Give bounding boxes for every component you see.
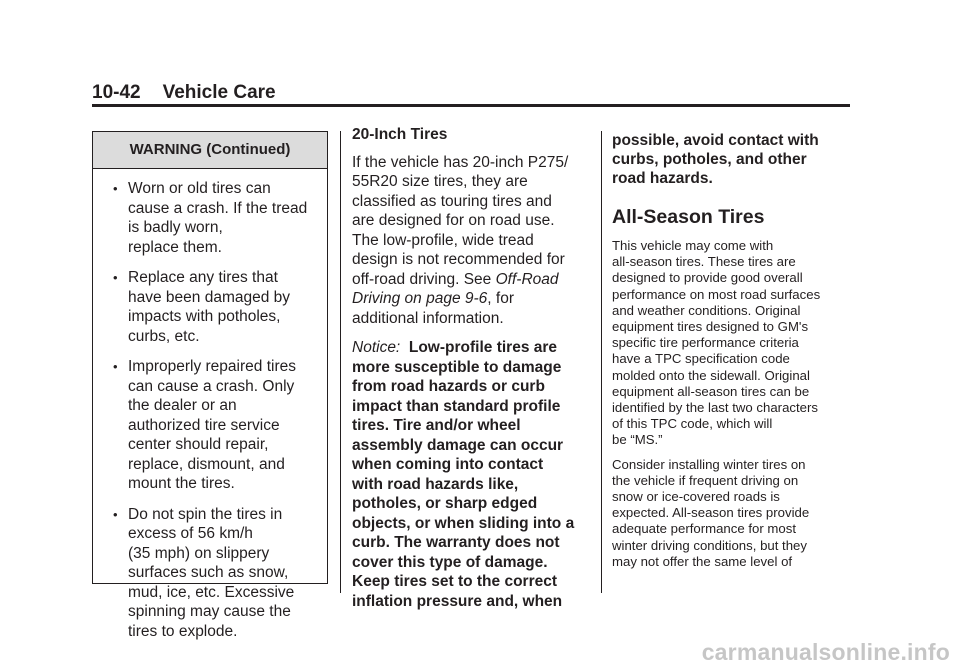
warning-item-text: Improperly repaired tires can cause a crash. Only the dealer or an authorized tire service center should repair, replace, dismount, and mount the tires.	[128, 358, 296, 492]
watermark: carmanualsonline.info	[701, 639, 950, 665]
warning-item-text: Do not spin the tires in excess of 56 km/h (35 mph) on slippery surfaces such as snow, mud, ice, etc. Excessive spinning may cause the tires to explode.	[128, 505, 295, 640]
warning-box	[92, 131, 328, 640]
off-road-driving-link[interactable]: Off-Road Driving on page 9-6	[352, 270, 559, 307]
tires-paragraph	[352, 153, 592, 329]
warning-list	[93, 169, 327, 641]
right-column	[612, 131, 852, 578]
notice-paragraph	[352, 338, 592, 611]
all-season-paragraph-2: Consider installing winter tires on the vehicle if frequent driving on snow or ice-covered roads is expected. All-season tires provide adequate performance for most winter driving conditions, but they may not offer the same level of	[612, 456, 810, 569]
header-rule	[92, 104, 850, 107]
warning-item	[93, 179, 327, 257]
warning-item-text: Replace any tires that have been damaged by impacts with potholes, curbs, etc.	[128, 269, 291, 345]
section-title: Vehicle Care	[162, 82, 276, 103]
all-season-tires-heading: All-Season Tires	[612, 206, 765, 228]
notice-continued: possible, avoid contact with curbs, potholes, and other road hazards.	[612, 132, 819, 187]
column-divider	[601, 131, 602, 593]
warning-item	[93, 357, 327, 494]
page-number: 10-42	[92, 82, 141, 103]
column-divider	[340, 131, 341, 593]
page-header	[92, 82, 276, 104]
warning-item	[93, 505, 327, 642]
middle-column	[352, 125, 592, 621]
notice-text: Low-profile tires are more susceptible to damage from road hazards or curb impact than standard profile tires. Tire and/or wheel assembly damage can occur when coming into contact with road hazards like, potholes, or sharp edged objects, or when sliding into a curb. The warranty does not cover this type of damage. Keep tires set to the correct inflation pressure and, when	[352, 339, 575, 610]
warning-title: WARNING (Continued)	[93, 132, 327, 169]
warning-item-text: Worn or old tires can cause a crash. If the tread is badly worn, replace them.	[128, 180, 308, 256]
warning-item	[93, 268, 327, 346]
notice-label: Notice:	[352, 339, 401, 356]
tires-paragraph-tail: , for additional information.	[352, 290, 514, 327]
all-season-paragraph-1: This vehicle may come with all-season tires. These tires are designed to provide good overall performance on most road surfaces and weather conditions. Original equipment tires designed to GM's specific tire performance criteria have a TPC specification code molded onto the sidewall. Original equipment all-season tires can be identified by the last two characters of this TPC code, which will be “MS.”	[612, 238, 821, 448]
subheading-20-inch-tires: 20-Inch Tires	[352, 126, 448, 143]
tires-paragraph-text: If the vehicle has 20-inch P275/ 55R20 size tires, they are classified as touring tires and are designed for on road use. The low-profile, wide tread design is not recommended for off-road driving. See	[352, 153, 569, 288]
